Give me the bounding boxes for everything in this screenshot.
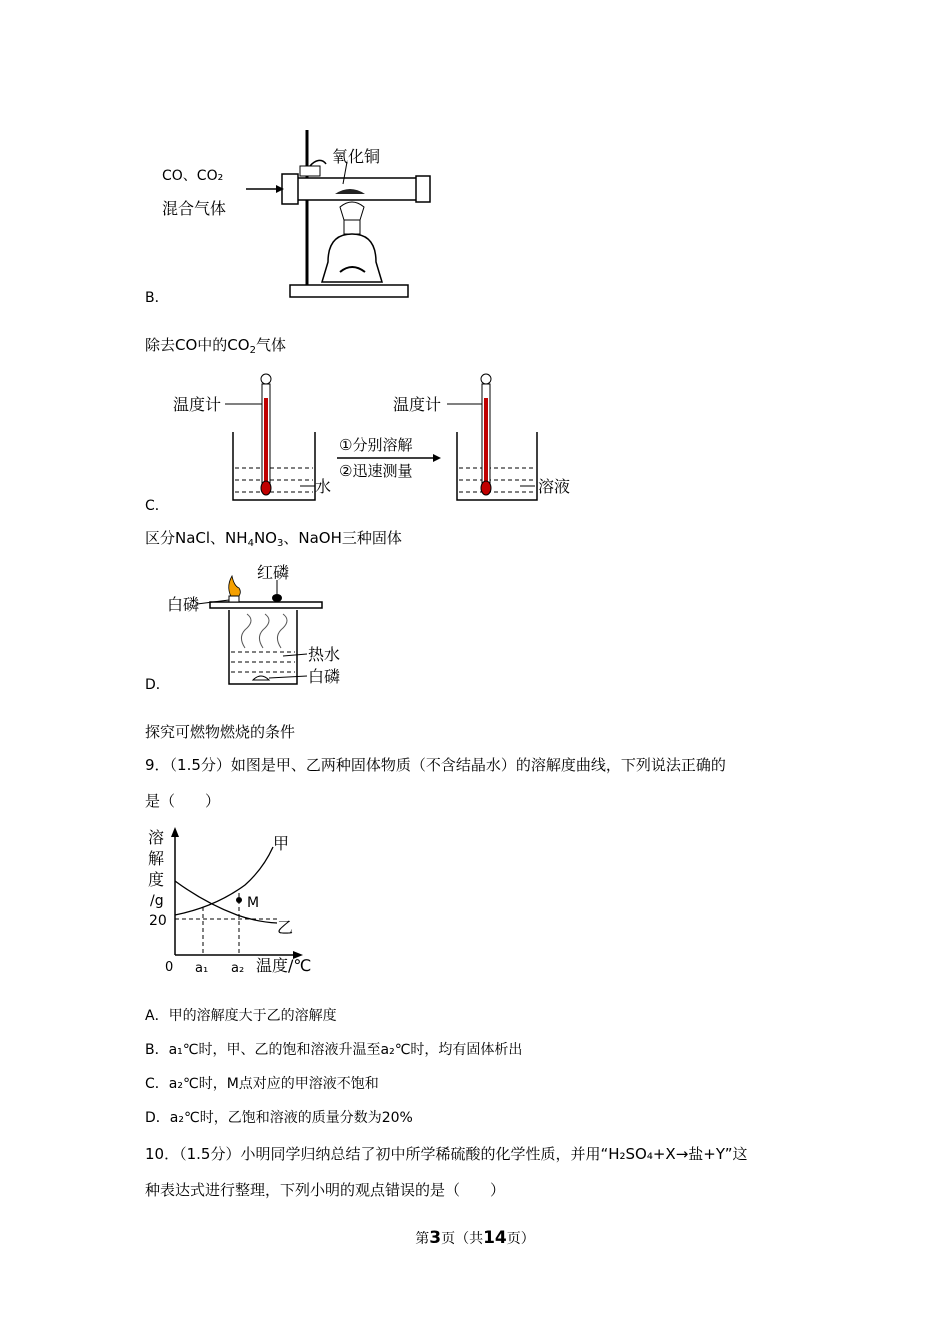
step1-label: ①分别溶解 — [339, 436, 413, 454]
origin-label: 0 — [165, 960, 174, 975]
option-d-figure — [165, 558, 365, 693]
curve-jia-label: 甲 — [273, 834, 290, 853]
option-d-caption: 探究可燃物燃烧的条件 — [145, 723, 296, 741]
gas-label-1: CO、CO₂ — [162, 168, 224, 184]
solution-label: 溶液 — [538, 477, 571, 496]
q9-stem-line1: 9．（1.5分）如图是甲、乙两种固体物质（不含结晶水）的溶解度曲线，下列说法正确的 — [145, 756, 726, 774]
copper-oxide-label: 氧化铜 — [332, 147, 381, 166]
q9-stem-line2: 是（ ） — [145, 792, 221, 810]
curve-yi-label: 乙 — [277, 918, 294, 937]
y-label-1: 溶 — [148, 828, 165, 847]
q9-option-a: A．甲的溶解度大于乙的溶解度 — [145, 1008, 337, 1024]
white-p-top-label: 白磷 — [167, 595, 200, 614]
q9-option-c: C．a₂℃时，M点对应的甲溶液不饱和 — [145, 1076, 379, 1092]
curve-yi — [175, 881, 277, 923]
thermo-left-label: 温度计 — [173, 395, 222, 414]
option-b-label: B． — [145, 290, 169, 306]
step2-label: ②迅速测量 — [339, 462, 413, 480]
point-m-label: M — [247, 895, 260, 911]
option-c-label: C． — [145, 498, 169, 514]
thermo-right-label: 温度计 — [393, 395, 442, 414]
x-tick-a2: a₂ — [231, 961, 245, 976]
option-b-caption: 除去CO中的$CO_2$气体 — [145, 336, 286, 356]
x-axis-label: 温度/℃ — [256, 956, 312, 975]
solubility-chart — [145, 823, 325, 978]
q9-option-b: B．a₁℃时，甲、乙的饱和溶液升温至a₂℃时，均有固体析出 — [145, 1042, 523, 1058]
y-axis-arrow — [171, 827, 179, 837]
y-label-2: 解 — [148, 849, 165, 868]
q10-stem-line1: 10．（1.5分）小明同学归纳总结了初中所学稀硫酸的化学性质，并用“H₂SO₄+X→盐+Y”这 — [145, 1145, 748, 1163]
y-unit: /g — [150, 893, 164, 909]
option-c-figure — [165, 368, 585, 508]
gas-label-2: 混合气体 — [162, 199, 227, 218]
y-label-3: 度 — [148, 870, 165, 889]
x-tick-a1: a₁ — [195, 961, 209, 976]
y-tick-20: 20 — [149, 913, 167, 929]
option-c-caption: 区分NaCl、$NH_4NO_3$、NaOH三种固体 — [145, 529, 402, 549]
hot-water-label: 热水 — [308, 645, 341, 664]
page-number: 3 — [429, 1228, 442, 1248]
option-d-label: D． — [145, 677, 170, 693]
page-footer: 第3页（共14页） — [415, 1228, 535, 1248]
total-pages: 14 — [483, 1228, 507, 1248]
point-m — [236, 897, 242, 903]
white-p-bottom-label: 白磷 — [308, 667, 341, 686]
q9-option-d: D．a₂℃时，乙饱和溶液的质量分数为20% — [145, 1110, 413, 1126]
option-b-figure — [160, 122, 460, 302]
q10-stem-line2: 种表达式进行整理，下列小明的观点错误的是（ ） — [145, 1181, 506, 1199]
water-label: 水 — [315, 477, 332, 496]
red-p-label: 红磷 — [257, 563, 290, 582]
